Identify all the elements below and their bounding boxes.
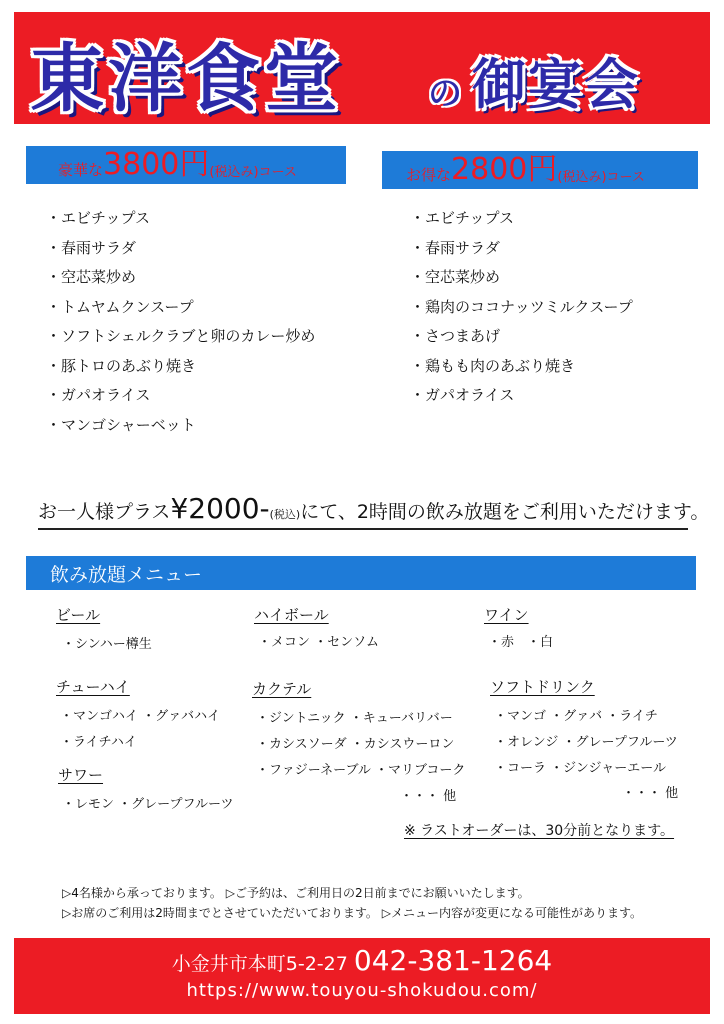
list-item: ・トムヤムクンスープ xyxy=(46,297,194,316)
drink-line: ・カシスソーダ ・カシスウーロン xyxy=(256,737,455,752)
website-link[interactable]: https://www.touyou-shokudou.com/ xyxy=(186,980,538,1001)
drink-menu-banner xyxy=(26,556,696,590)
category-highball: ハイボール xyxy=(254,606,329,624)
list-item: ・マンゴシャーベット xyxy=(46,415,196,434)
notice-post: にて、2時間の飲み放題をご利用いただけます。 xyxy=(300,501,710,523)
reservation-note: ▷4名様から承っております。 ▷ご予約は、ご利用日の2日前までにお願いいたします。 xyxy=(62,886,530,900)
list-item: ・ガパオライス xyxy=(46,386,151,404)
course-price: 2800円 xyxy=(451,152,558,187)
list-item: ・春雨サラダ xyxy=(46,238,136,257)
drink-line: ・レモン ・グレープフルーツ xyxy=(62,797,234,812)
drink-line: ・ジントニック ・キューバリバー xyxy=(256,711,453,726)
course-tax: (税込み) xyxy=(209,165,259,180)
course-banner-2800 xyxy=(382,151,698,189)
course-price: 3800円 xyxy=(103,147,210,182)
last-order-note: ※ ラストオーダーは、30分前となります。 xyxy=(404,823,675,839)
list-item: ・エビチップス xyxy=(46,209,150,227)
notice-price: ¥2000- xyxy=(170,492,270,525)
notice-pre: お一人様プラス xyxy=(38,501,171,523)
drink-line: ・メコン ・センソム xyxy=(258,635,380,650)
notice-tax: (税込) xyxy=(269,508,301,521)
category-sour: サワー xyxy=(58,766,104,784)
list-item: ・ソフトシェルクラブと卵のカレー炒め xyxy=(46,327,316,345)
list-item: ・ガパオライス xyxy=(410,386,515,404)
course-tax: (税込み) xyxy=(557,170,607,185)
category-soft-drink: ソフトドリンク xyxy=(490,678,595,696)
drink-line: ・ライチハイ xyxy=(60,735,137,750)
list-item: ・鶏もも肉のあぶり焼き xyxy=(410,356,576,375)
list-item: ・空芯菜炒め xyxy=(46,268,137,286)
drink-line: ・赤 ・白 xyxy=(488,635,554,650)
course-list-3800 xyxy=(46,208,315,444)
course-suffix: コース xyxy=(258,165,297,180)
drink-line: ・マンゴハイ ・グァバハイ xyxy=(60,709,221,724)
course-banner-3800 xyxy=(26,146,346,184)
restaurant-name: 東洋食堂 xyxy=(30,36,342,122)
drink-line: ・マンゴ ・グァバ ・ライチ xyxy=(494,709,658,724)
list-item: ・豚トロのあぶり焼き xyxy=(46,356,197,375)
drink-line: ・シンハー樽生 xyxy=(62,637,152,652)
title-particle: の xyxy=(428,74,462,114)
category-wine: ワイン xyxy=(484,606,529,624)
list-item: ・空芯菜炒め xyxy=(410,268,501,286)
drink-line: ・コーラ ・ジンジャーエール xyxy=(494,761,666,776)
course-suffix: コース xyxy=(606,170,645,185)
drink-line: ・オレンジ ・グレープフルーツ xyxy=(494,735,678,750)
all-you-can-drink-notice xyxy=(38,492,710,530)
course-list-2800 xyxy=(410,208,633,415)
drink-etc: ・・・ 他 xyxy=(400,789,457,804)
category-beer: ビール xyxy=(56,606,101,624)
list-item: ・鶏肉のココナッツミルクスープ xyxy=(410,297,633,316)
phone-number[interactable]: 042-381-1264 xyxy=(353,944,553,977)
contact-line xyxy=(0,944,724,977)
category-cocktail: カクテル xyxy=(252,680,312,698)
drink-menu-title: 飲み放題メニュー xyxy=(50,564,203,586)
course-prefix: 豪華な xyxy=(58,161,104,179)
drink-line: ・ファジーネーブル ・マリブコーク xyxy=(256,763,466,778)
category-chuhai: チューハイ xyxy=(56,678,130,696)
title-banquet: 御宴会 xyxy=(472,53,640,116)
list-item: ・春雨サラダ xyxy=(410,238,500,257)
drink-etc: ・・・ 他 xyxy=(622,786,679,801)
address: 小金井市本町5-2-27 xyxy=(171,953,348,975)
list-item: ・エビチップス xyxy=(410,209,514,227)
seating-note: ▷お席のご利用は2時間までとさせていただいております。 ▷メニュー内容が変更になる可能性があります。 xyxy=(62,906,642,920)
list-item: ・さつまあげ xyxy=(410,327,501,345)
course-prefix: お得な xyxy=(406,166,452,184)
